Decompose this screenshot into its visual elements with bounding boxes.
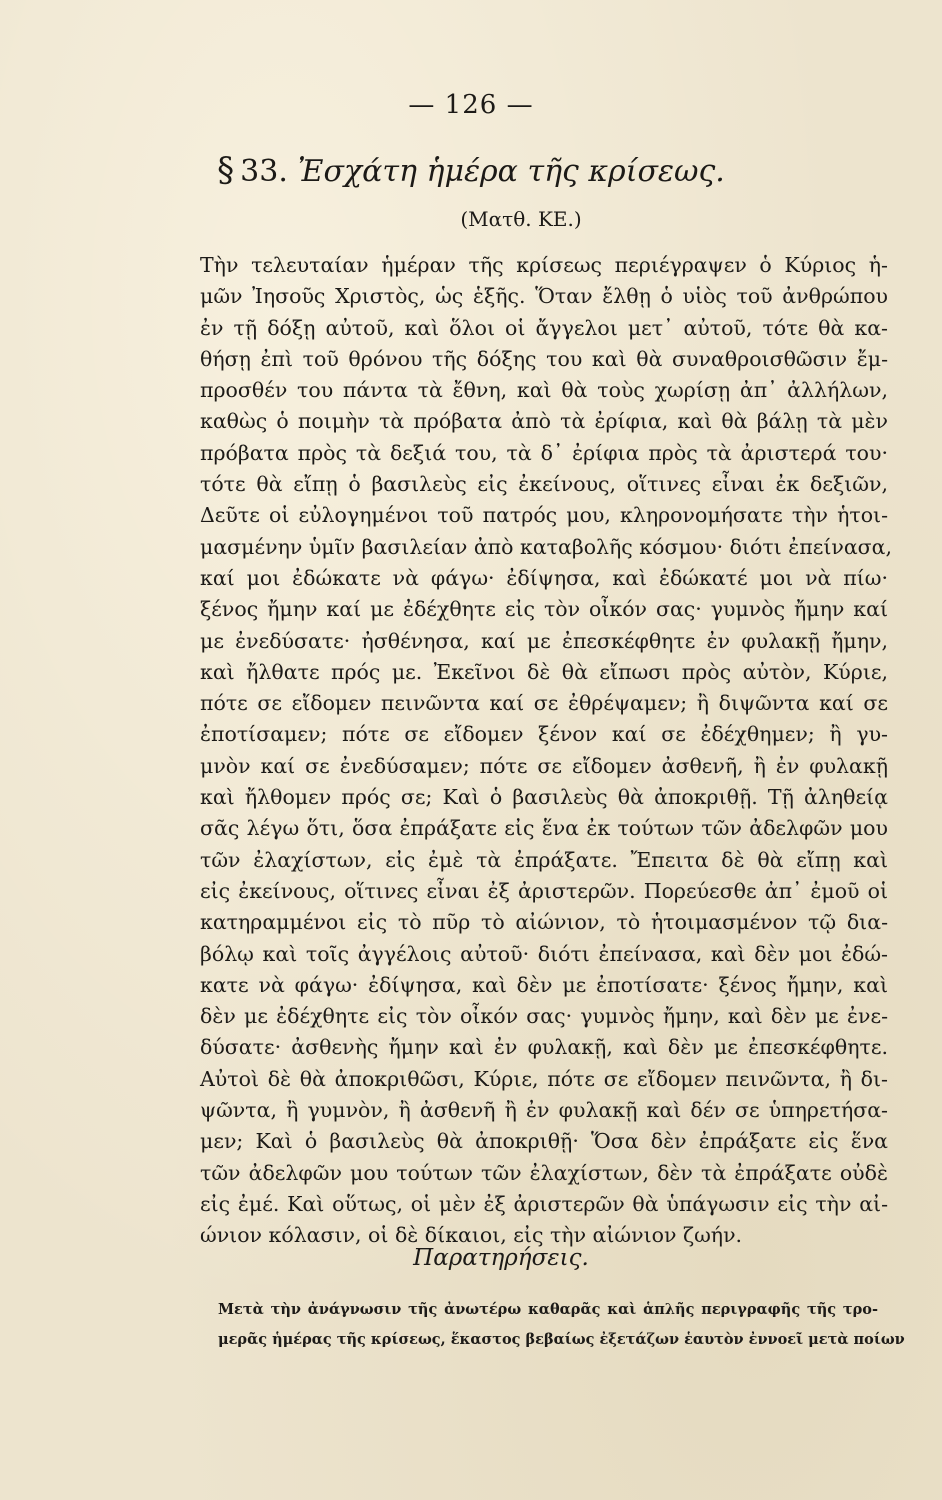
section-heading-text: Ἐσχάτη ἡμέρα τῆς κρίσεως.: [297, 154, 725, 189]
body-line: βόλῳ καὶ τοῖς ἀγγέλοις αὐτοῦ· διότι ἐπείνασα, καὶ δὲν μοι ἐδώ-: [200, 941, 888, 966]
body-text: [200, 250, 893, 1252]
body-line: θήσῃ ἐπὶ τοῦ θρόνου τῆς δόξης του καὶ θὰ συναθροισθῶσιν ἔμ-: [200, 346, 888, 371]
body-line: Δεῦτε οἱ εὐλογημένοι τοῦ πατρός μου, κληρονομήσατε τὴν ἡτοι-: [200, 503, 888, 528]
notes-text: [218, 1295, 905, 1355]
body-line: κατηραμμένοι εἰς τὸ πῦρ τὸ αἰώνιον, τὸ ἡτοιμασμένον τῷ δια-: [200, 910, 888, 935]
body-line: πότε σε εἴδομεν πεινῶντα καί σε ἐθρέψαμεν; ἢ διψῶντα καί σε: [200, 691, 888, 716]
body-line: εἰς ἐμέ. Καὶ οὕτως, οἱ μὲν ἐξ ἀριστερῶν θὰ ὑπάγωσιν εἰς τὴν αἰ-: [200, 1191, 888, 1216]
body-line: Αὐτοὶ δὲ θὰ ἀποκριθῶσι, Κύριε, πότε σε εἴδομεν πεινῶντα, ἢ δι-: [200, 1066, 888, 1091]
notes-line: Μετὰ τὴν ἀνάγνωσιν τῆς ἀνωτέρω καθαρᾶς καὶ ἁπλῆς περιγραφῆς τῆς τρο-: [218, 1301, 878, 1318]
notes-line: μερᾶς ἡμέρας τῆς κρίσεως, ἕκαστος βεβαίως ἐξετάζων ἑαυτὸν ἐννοεῖ μετὰ ποίων: [218, 1331, 905, 1348]
body-line: δὲν με ἐδέχθητε εἰς τὸν οἶκόν σας· γυμνὸς ἤμην, καὶ δὲν με ἐνε-: [200, 1004, 888, 1029]
body-line: ἐν τῇ δόξῃ αὐτοῦ, καὶ ὅλοι οἱ ἄγγελοι μετ᾽ αὐτοῦ, τότε θὰ κα-: [200, 315, 888, 340]
body-line: μνὸν καί σε ἐνεδύσαμεν; πότε σε εἴδομεν ἀσθενῆ, ἢ ἐν φυλακῇ: [200, 753, 888, 778]
section-sign: §: [217, 150, 235, 190]
page-number: — 126 —: [408, 90, 534, 120]
body-line: με ἐνεδύσατε· ἠσθένησα, καί με ἐπεσκέφθητε ἐν φυλακῇ ἤμην,: [200, 628, 888, 653]
section-number: 33.: [240, 154, 288, 189]
body-line: κατε νὰ φάγω· ἐδίψησα, καὶ δὲν με ἐποτίσατε· ξένος ἤμην, καὶ: [200, 972, 888, 997]
scripture-reference: (Ματθ. ΚΕ.): [460, 207, 582, 231]
body-line: μεν; Καὶ ὁ βασιλεὺς θὰ ἀποκριθῇ· Ὅσα δὲν ἐπράξατε εἰς ἕνα: [200, 1129, 888, 1154]
body-line: σᾶς λέγω ὅτι, ὅσα ἐπράξατε εἰς ἕνα ἐκ τούτων τῶν ἀδελφῶν μου: [200, 816, 888, 841]
body-line: καὶ ἤλθατε πρός με. Ἐκεῖνοι δὲ θὰ εἴπωσι πρὸς αὐτὸν, Κύριε,: [200, 659, 888, 684]
body-line: καθὼς ὁ ποιμὴν τὰ πρόβατα ἀπὸ τὰ ἐρίφια, καὶ θὰ βάλῃ τὰ μὲν: [200, 409, 888, 434]
body-line: τῶν ἐλαχίστων, εἰς ἐμὲ τὰ ἐπράξατε. Ἔπειτα δὲ θὰ εἴπῃ καὶ: [200, 847, 888, 872]
body-line: ψῶντα, ἢ γυμνὸν, ἢ ἀσθενῆ ἢ ἐν φυλακῇ καὶ δέν σε ὑπηρετήσα-: [200, 1098, 888, 1123]
body-line: καί μοι ἐδώκατε νὰ φάγω· ἐδίψησα, καὶ ἐδώκατέ μοι νὰ πίω·: [200, 565, 888, 590]
notes-heading: Παρατηρήσεις.: [413, 1245, 589, 1271]
body-line: μασμένην ὑμῖν βασιλείαν ἀπὸ καταβολῆς κόσμου· διότι ἐπείνασα,: [200, 534, 893, 559]
body-line: δύσατε· ἀσθενὴς ἤμην καὶ ἐν φυλακῇ, καὶ δὲν με ἐπεσκέφθητε.: [200, 1035, 888, 1060]
body-line: ἐποτίσαμεν; πότε σε εἴδομεν ξένον καί σε ἐδέχθημεν; ἢ γυ-: [200, 722, 888, 747]
body-line: καὶ ἤλθομεν πρός σε; Καὶ ὁ βασιλεὺς θὰ ἀποκριθῇ. Τῇ ἀληθείᾳ: [200, 785, 888, 810]
body-line: πρόβατα πρὸς τὰ δεξιά του, τὰ δ᾽ ἐρίφια πρὸς τὰ ἀριστερά του·: [200, 440, 888, 465]
body-line: ώνιον κόλασιν, οἱ δὲ δίκαιοι, εἰς τὴν αἰώνιον ζωήν.: [200, 1223, 743, 1248]
body-line: ξένος ἤμην καί με ἐδέχθητε εἰς τὸν οἶκόν σας· γυμνὸς ἤμην καί: [200, 597, 888, 622]
body-line: τότε θὰ εἴπῃ ὁ βασιλεὺς εἰς ἐκείνους, οἵτινες εἶναι ἐκ δεξιῶν,: [200, 472, 888, 497]
section-title: [0, 150, 942, 190]
body-line: προσθέν του πάντα τὰ ἔθνη, καὶ θὰ τοὺς χωρίσῃ ἀπ᾽ ἀλλήλων,: [200, 378, 888, 403]
body-line: Τὴν τελευταίαν ἡμέραν τῆς κρίσεως περιέγραψεν ὁ Κύριος ἡ-: [200, 253, 888, 277]
body-line: τῶν ἀδελφῶν μου τούτων τῶν ἐλαχίστων, δὲν τὰ ἐπράξατε οὐδὲ: [200, 1160, 888, 1185]
body-line: εἰς ἐκείνους, οἵτινες εἶναι ἐξ ἀριστερῶν. Πορεύεσθε ἀπ᾽ ἐμοῦ οἱ: [200, 878, 888, 903]
body-line: μῶν Ἰησοῦς Χριστὸς, ὡς ἑξῆς. Ὅταν ἔλθῃ ὁ υἱὸς τοῦ ἀνθρώπου: [200, 284, 888, 309]
